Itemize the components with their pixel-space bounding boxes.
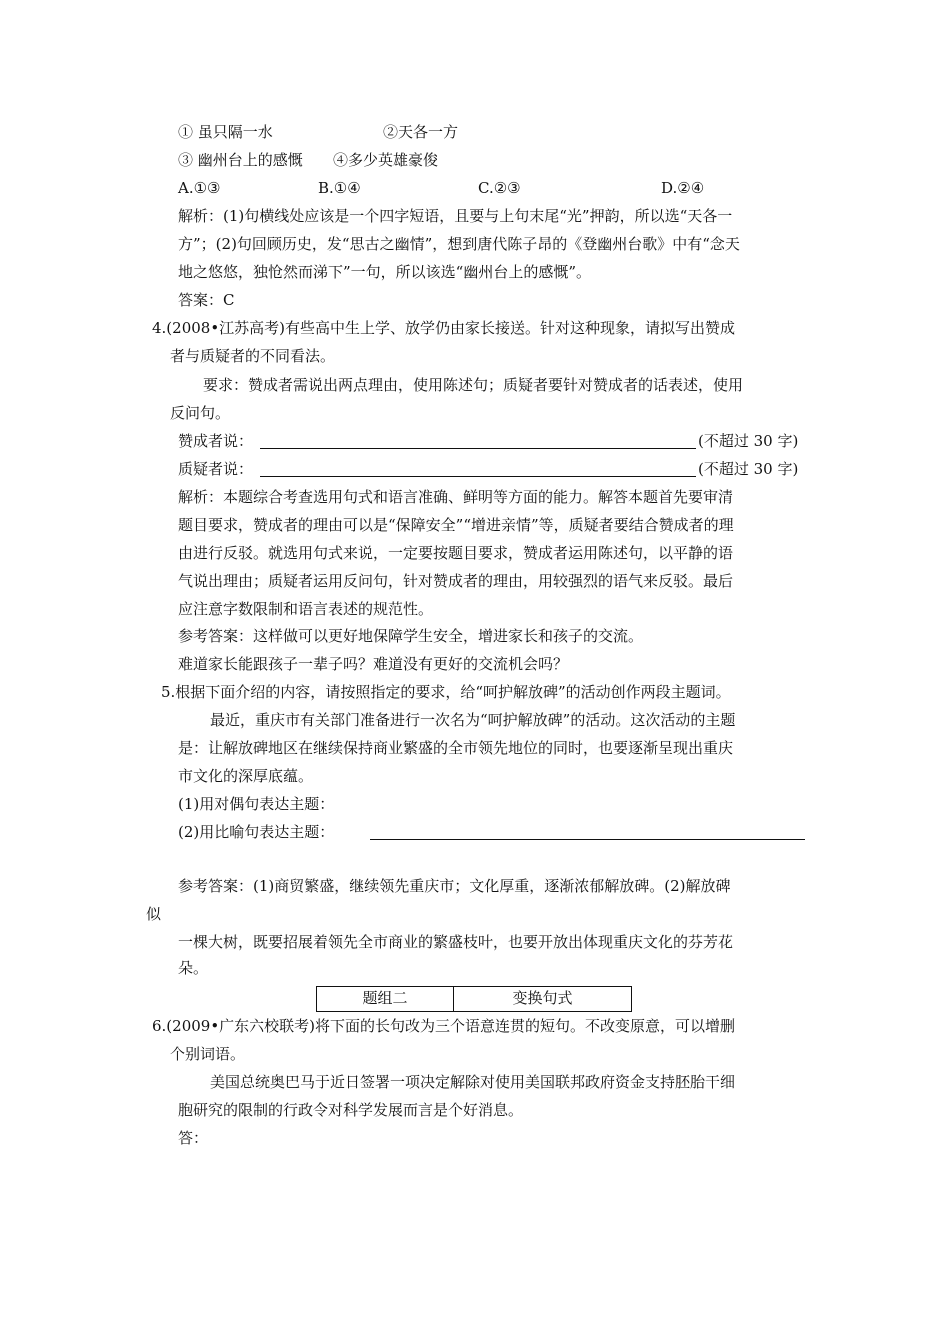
q4-analysis-line-3: 由进行反驳。就选用句式来说，一定要按题目要求，赞成者运用陈述句，以平静的语 bbox=[178, 544, 734, 562]
choice-4: ④多少英雄豪俊 bbox=[333, 151, 439, 169]
option-b: B.①④ bbox=[318, 179, 361, 197]
q6-answer-label: 答： bbox=[178, 1129, 209, 1147]
q4-reference-line-1: 参考答案：这样做可以更好地保障学生安全，增进家长和孩子的交流。 bbox=[178, 627, 644, 645]
con-label: 质疑者说： bbox=[178, 460, 254, 478]
q5-subquestion-2: (2)用比喻句表达主题： bbox=[178, 823, 335, 841]
q5-answer-blank[interactable] bbox=[370, 839, 805, 840]
q5-reference-line-3: 一棵大树，既要招展着领先全市商业的繁盛枝叶，也要开放出体现重庆文化的芬芳花 bbox=[178, 933, 734, 951]
group-name: 题组二 bbox=[317, 987, 454, 1011]
q4-stem-line-2: 者与质疑者的不同看法。 bbox=[170, 347, 336, 365]
q4-requirement-line-1: 要求：赞成者需说出两点理由，使用陈述句；质疑者要针对赞成者的话表述，使用 bbox=[203, 376, 744, 394]
q5-subquestion-1: (1)用对偶句表达主题： bbox=[178, 795, 335, 813]
choice-1: ① 虽只隔一水 bbox=[178, 123, 273, 141]
q5-reference-line-1: 参考答案：(1)商贸繁盛，继续领先重庆市；文化厚重，逐渐浓郁解放碑。(2)解放碑 bbox=[178, 877, 731, 895]
con-word-limit: (不超过 30 字) bbox=[698, 460, 799, 478]
q6-body-line-1: 美国总统奥巴马于近日签署一项决定解除对使用美国联邦政府资金支持胚胎干细 bbox=[210, 1073, 736, 1091]
option-a: A.①③ bbox=[178, 179, 221, 197]
q5-intro-line-3: 市文化的深厚底蕴。 bbox=[178, 767, 314, 785]
pro-answer-blank[interactable] bbox=[260, 448, 696, 449]
q4-reference-line-2: 难道家长能跟孩子一辈子吗？难道没有更好的交流机会吗？ bbox=[178, 655, 569, 673]
choice-2: ②天各一方 bbox=[383, 123, 459, 141]
option-c: C.②③ bbox=[478, 179, 521, 197]
q4-analysis-line-5: 应注意字数限制和语言表述的规范性。 bbox=[178, 600, 434, 618]
q5-stem: 5.根据下面介绍的内容，请按照指定的要求，给“呵护解放碑”的活动创作两段主题词。 bbox=[161, 683, 731, 701]
q3-analysis-line-1: 解析：(1)句横线处应该是一个四字短语，且要与上句末尾“光”押韵，所以选“天各一 bbox=[178, 207, 733, 225]
q4-analysis-line-1: 解析：本题综合考查选用句式和语言准确、鲜明等方面的能力。解答本题首先要审清 bbox=[178, 488, 734, 506]
q4-analysis-line-4: 气说出理由；质疑者运用反问句，针对赞成者的理由，用较强烈的语气来反驳。最后 bbox=[178, 572, 734, 590]
q6-stem-line-2: 个别词语。 bbox=[170, 1045, 246, 1063]
q6-stem-line-1: 6.(2009•广东六校联考)将下面的长句改为三个语意连贯的短句。不改变原意，可以增删 bbox=[152, 1017, 736, 1035]
q5-intro-line-1: 最近，重庆市有关部门准备进行一次名为“呵护解放碑”的活动。这次活动的主题 bbox=[210, 711, 736, 729]
group-header-table bbox=[316, 986, 632, 1012]
con-answer-blank[interactable] bbox=[260, 476, 696, 477]
q3-answer: 答案：C bbox=[178, 291, 235, 309]
q4-analysis-line-2: 题目要求，赞成者的理由可以是“保障安全”“增进亲情”等，质疑者要结合赞成者的理 bbox=[178, 516, 734, 534]
q5-reference-line-2: 似 bbox=[146, 905, 162, 923]
pro-word-limit: (不超过 30 字) bbox=[698, 432, 799, 450]
q5-intro-line-2: 是：让解放碑地区在继续保持商业繁盛的全市领先地位的同时，也要逐渐呈现出重庆 bbox=[178, 739, 734, 757]
q6-body-line-2: 胞研究的限制的行政令对科学发展而言是个好消息。 bbox=[178, 1101, 524, 1119]
group-topic: 变换句式 bbox=[512, 989, 573, 1007]
option-d: D.②④ bbox=[661, 179, 705, 197]
q3-analysis-line-3: 地之悠悠，独怆然而涕下”一句，所以该选“幽州台上的感慨”。 bbox=[178, 263, 592, 281]
q5-reference-line-4: 朵。 bbox=[178, 959, 209, 977]
choice-3: ③ 幽州台上的感慨 bbox=[178, 151, 303, 169]
q4-stem-line-1: 4.(2008•江苏高考)有些高中生上学、放学仍由家长接送。针对这种现象，请拟写出赞成 bbox=[152, 319, 736, 337]
pro-label: 赞成者说： bbox=[178, 432, 254, 450]
q3-analysis-line-2: 方”；(2)句回顾历史，发“思古之幽情”，想到唐代陈子昂的《登幽州台歌》中有“念天 bbox=[178, 235, 740, 253]
q4-requirement-line-2: 反问句。 bbox=[170, 404, 231, 422]
